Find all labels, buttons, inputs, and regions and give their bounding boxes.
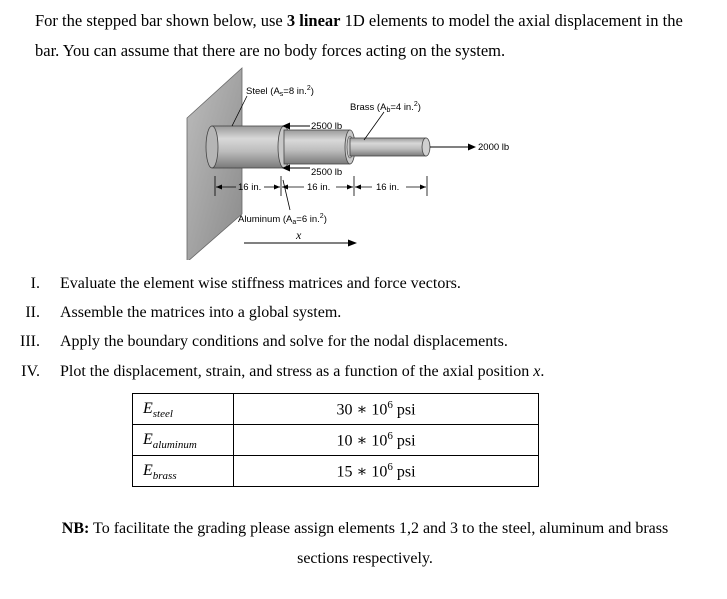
question-text: Evaluate the element wise stiffness matrices and force vectors.: [60, 275, 461, 292]
question-item: [0, 363, 727, 383]
aluminum-label: Aluminum ($A_a=6$ in.$^2$): [238, 213, 327, 226]
question-number: IV.: [21, 363, 40, 380]
question-variable: x: [533, 363, 541, 380]
intro-bold: 3 linear: [286, 11, 341, 30]
question-number: I.: [30, 275, 40, 292]
grading-note: [40, 514, 690, 574]
material-modulus: 10 ∗ $10^6$ psi: [234, 425, 539, 456]
material-modulus: 30 ∗ $10^6$ psi: [234, 394, 539, 425]
steel-label: Steel ($A_s=8$ in.$^2$): [246, 85, 314, 98]
question-text: Assemble the matrices into a global system.: [60, 304, 342, 321]
bottom-load-label: 2500 lb: [311, 167, 343, 178]
question-text-body: Plot the displacement, strain, and stress as a function of the axial position: [60, 363, 534, 380]
dim-aluminum: 16 in.: [307, 182, 331, 193]
question-period: .: [540, 363, 545, 380]
steel-section: [212, 126, 284, 168]
dim-brass: 16 in.: [376, 182, 400, 193]
aluminum-section: [284, 130, 350, 164]
x-axis-label: x: [296, 228, 302, 242]
brass-label: Brass ($A_b=4$ in.$^2$): [350, 101, 421, 114]
material-symbol: $E_{aluminum}$: [133, 425, 234, 456]
end-load-label: 2000 lb: [478, 142, 510, 153]
question-text: Apply the boundary conditions and solve for the nodal displacements.: [60, 333, 508, 350]
stepped-bar-figure: [0, 0, 727, 260]
material-modulus: 15 ∗ $10^6$ psi: [234, 456, 539, 487]
material-table: [132, 393, 539, 487]
note-bold: NB:: [61, 520, 90, 537]
table-row: [133, 394, 539, 425]
question-item: [0, 275, 727, 295]
intro-text-1: For the stepped bar shown below, use: [35, 11, 287, 30]
question-item: [0, 333, 727, 353]
note-text: To facilitate the grading please assign elements 1,2 and 3 to the steel, aluminum and brass sections respectively.: [89, 520, 669, 567]
material-symbol: $E_{brass}$: [133, 456, 234, 487]
question-number: II.: [25, 304, 40, 321]
top-load-label: 2500 lb: [311, 121, 343, 132]
table-row: [133, 456, 539, 487]
question-text: [60, 363, 544, 381]
material-symbol: $E_{steel}$: [133, 394, 234, 425]
question-item: [0, 304, 727, 324]
dim-steel: 16 in.: [238, 182, 262, 193]
intro-text-2: 1D elements to model the axial displacement in the bar. You can assume that there are no body forces acting on the system.: [35, 11, 683, 60]
table-row: [133, 425, 539, 456]
question-list: [0, 275, 727, 385]
question-number: III.: [20, 333, 40, 350]
brass-section: [350, 138, 426, 156]
